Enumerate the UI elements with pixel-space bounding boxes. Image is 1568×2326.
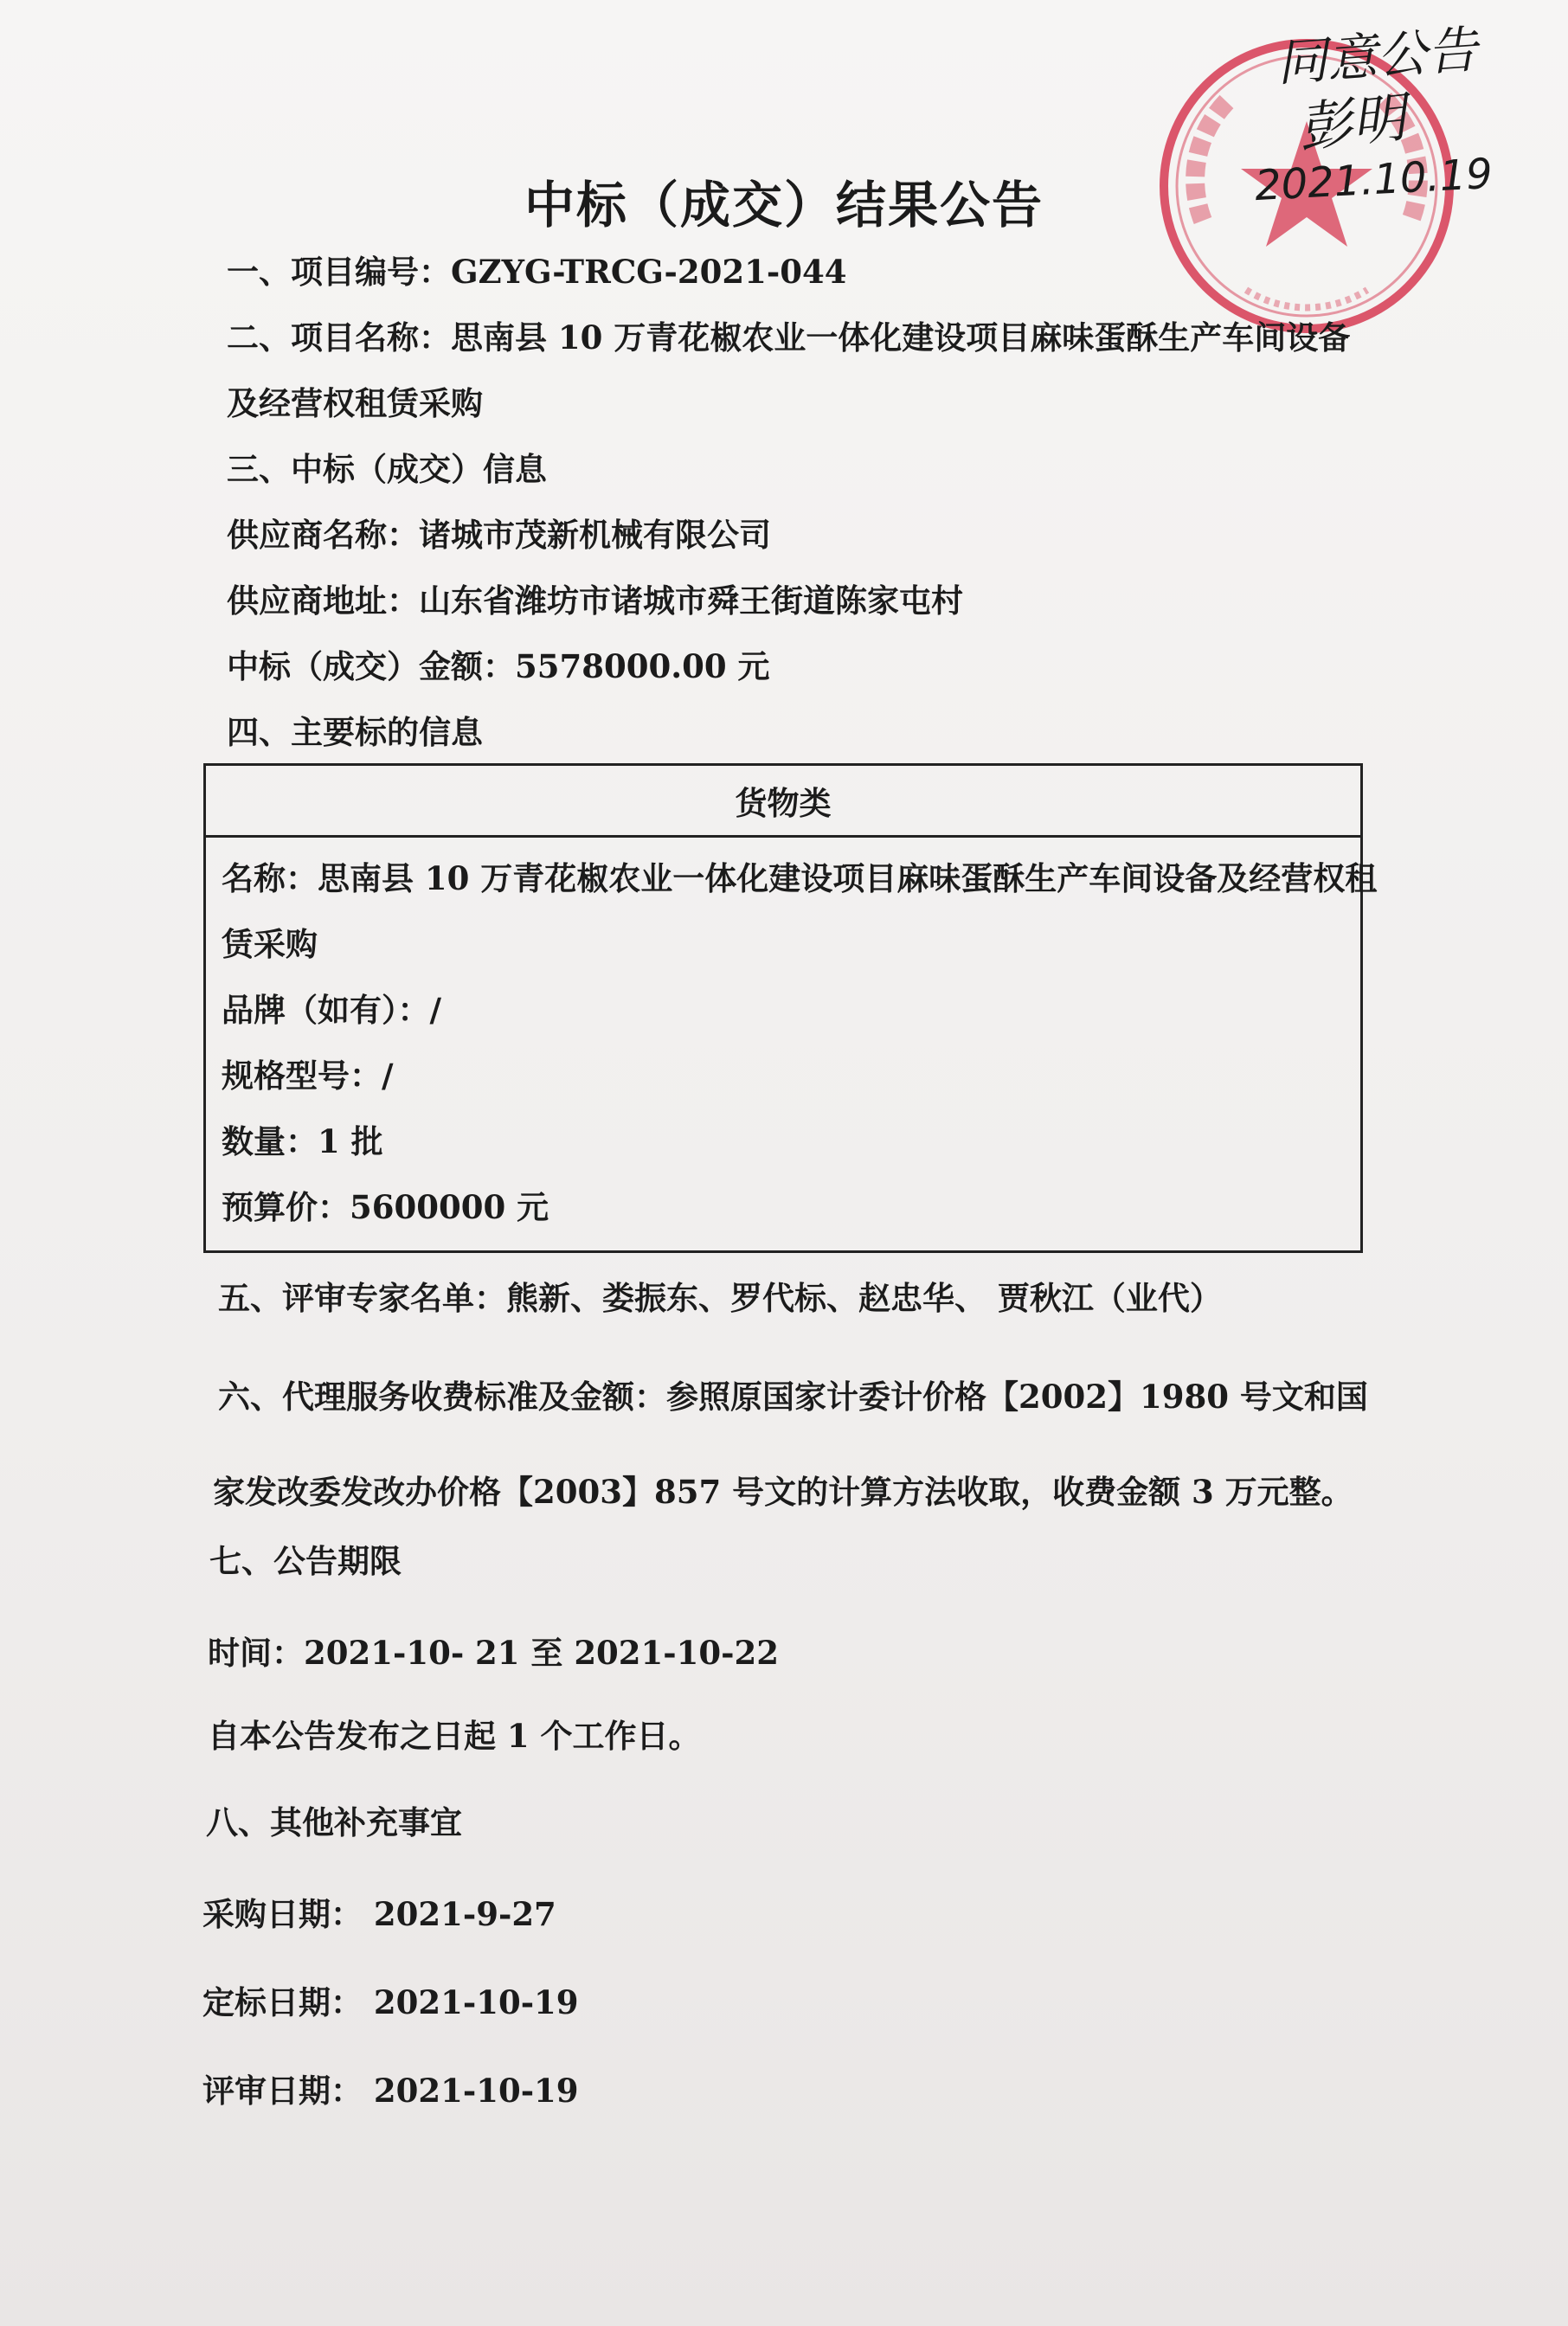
notice-period: 时间：2021-10- 21 至 2021-10-22	[208, 1634, 779, 1672]
review-date: 评审日期： 2021-10-19	[202, 2072, 579, 2110]
goods-table	[203, 763, 1378, 1253]
supplier-address: 供应商地址：山东省潍坊市诸城市舜王街道陈家屯村	[227, 582, 963, 620]
handwritten-date: 2021.10.19	[1253, 149, 1494, 211]
project-number: 一、项目编号：GZYG-TRCG-2021-044	[227, 253, 847, 291]
page-title: 中标（成交）结果公告	[524, 176, 1044, 235]
goods-model: 规格型号：/	[222, 1057, 394, 1095]
notice-period-note: 自本公告发布之日起 1 个工作日。	[208, 1717, 701, 1755]
section-4-heading: 四、主要标的信息	[227, 713, 483, 751]
section-6-line-1: 六、代理服务收费标准及金额：参照原国家计委计价格【2002】1980 号文和国	[218, 1378, 1368, 1416]
goods-table-header: 货物类	[206, 766, 1360, 838]
section-8-heading: 八、其他补充事宜	[206, 1803, 462, 1841]
goods-brand: 品牌（如有）：/	[222, 991, 442, 1029]
goods-quantity: 数量：1 批	[222, 1122, 383, 1160]
goods-budget: 预算价：5600000 元	[222, 1188, 549, 1226]
handwritten-signature: 彭明	[1295, 85, 1410, 160]
project-name-line-1: 二、项目名称：思南县 10 万青花椒农业一体化建设项目麻味蛋酥生产车间设备	[227, 318, 1351, 357]
supplier-name: 供应商名称：诸城市茂新机械有限公司	[227, 516, 771, 554]
project-name-line-2: 及经营权租赁采购	[227, 384, 483, 422]
section-6-line-2: 家发改委发改办价格【2003】857 号文的计算方法收取，收费金额 3 万元整。	[213, 1473, 1353, 1511]
award-date: 定标日期： 2021-10-19	[202, 1983, 579, 2021]
section-3-heading: 三、中标（成交）信息	[227, 450, 547, 488]
goods-name-line-2: 赁采购	[222, 925, 318, 963]
section-7-heading: 七、公告期限	[209, 1542, 402, 1580]
section-5-experts: 五、评审专家名单：熊新、娄振东、罗代标、赵忠华、 贾秋江（业代）	[218, 1279, 1222, 1317]
purchase-date: 采购日期： 2021-9-27	[202, 1895, 556, 1933]
handwritten-approval: 同意公告	[1275, 19, 1480, 93]
award-amount: 中标（成交）金额：5578000.00 元	[227, 647, 770, 685]
goods-name-line-1: 名称：思南县 10 万青花椒农业一体化建设项目麻味蛋酥生产车间设备及经营权租	[222, 859, 1378, 897]
